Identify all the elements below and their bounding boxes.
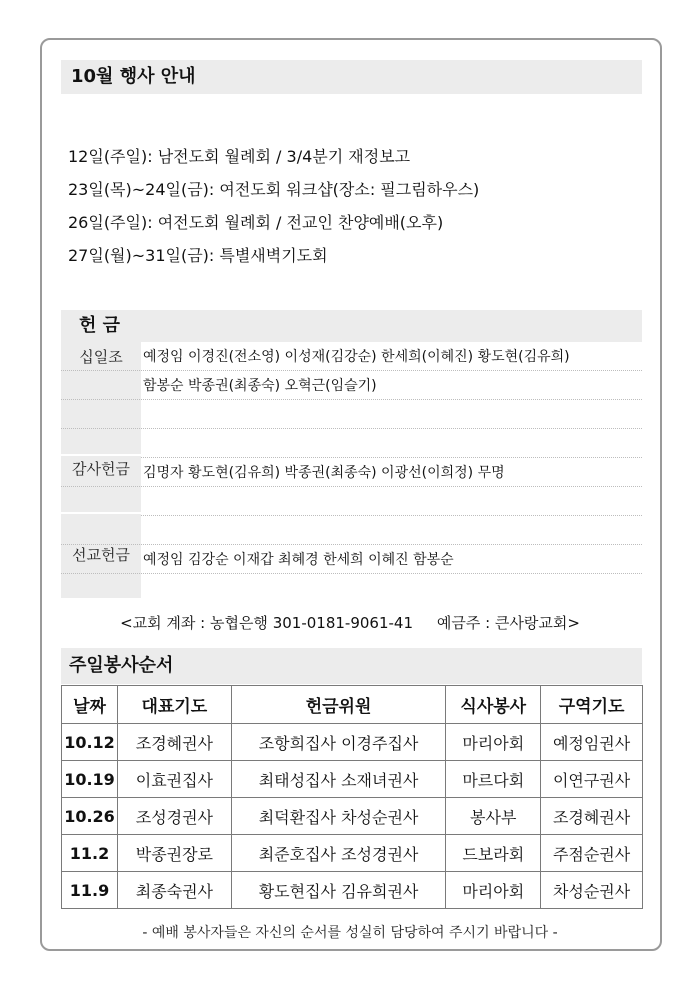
column-header: 대표기도 [117, 686, 231, 724]
offering-names: 김명자 황도현(김유희) 박종권(최종숙) 이광선(이희정) 무명 [143, 465, 505, 481]
offering-names: 예정임 이경진(전소영) 이성재(김강순) 한세희(이혜진) 황도현(김유희) [143, 349, 570, 365]
table-cell: 봉사부 [446, 798, 541, 835]
column-header: 식사봉사 [446, 686, 541, 724]
offering-row [61, 429, 642, 458]
event-item: 12일(주일): 남전도회 월례회 / 3/4분기 재정보고 [68, 147, 411, 166]
event-item: 27일(월)~31일(금): 특별새벽기도회 [68, 246, 328, 265]
column-header: 헌금위원 [231, 686, 446, 724]
table-cell: 최준호집사 조성경권사 [231, 835, 446, 872]
offering-row [61, 487, 642, 516]
offering-row [61, 516, 642, 545]
bank-account-info: <교회 계좌 : 농협은행 301-0181-9061-41 예금주 : 큰사랑교회> [120, 614, 580, 632]
offering-row [61, 371, 642, 400]
table-cell: 조항희집사 이경주집사 [231, 724, 446, 761]
date-cell: 11.9 [62, 872, 118, 909]
table-cell: 조경혜권사 [541, 798, 643, 835]
date-cell: 10.26 [62, 798, 118, 835]
table-cell: 마리아회 [446, 872, 541, 909]
events-section-title: 10월 행사 안내 [61, 60, 642, 94]
event-item: 26일(주일): 여전도회 월례회 / 전교인 찬양예배(오후) [68, 213, 444, 232]
offering-names: 예정임 김강순 이재갑 최혜경 한세희 이혜진 함봉순 [143, 552, 454, 568]
table-cell: 최덕환집사 차성순권사 [231, 798, 446, 835]
table-cell: 이연구권사 [541, 761, 643, 798]
table-cell: 황도현집사 김유희권사 [231, 872, 446, 909]
table-cell: 주점순권사 [541, 835, 643, 872]
offering-category-label: 십일조 [79, 348, 123, 366]
table-cell: 최태성집사 소재녀권사 [231, 761, 446, 798]
date-cell: 10.19 [62, 761, 118, 798]
table-row [62, 872, 643, 909]
table-row [62, 835, 643, 872]
schedule-section-title: 주일봉사순서 [61, 648, 642, 684]
offering-row [61, 400, 642, 429]
event-item: 23일(목)~24일(금): 여전도회 워크샵(장소: 필그림하우스) [68, 180, 480, 199]
offering-category-label: 선교헌금 [72, 546, 130, 564]
table-cell: 마르다회 [446, 761, 541, 798]
offering-names: 함봉순 박종권(최종숙) 오혁근(임슬기) [143, 378, 377, 394]
events-list [68, 140, 479, 272]
footer-note: - 예배 봉사자들은 자신의 순서를 성실히 담당하여 주시기 바랍니다 - [142, 925, 558, 941]
offering-section-title: 헌 금 [61, 310, 642, 342]
column-header: 구역기도 [541, 686, 643, 724]
table-cell: 차성순권사 [541, 872, 643, 909]
table-cell: 조성경권사 [117, 798, 231, 835]
table-cell: 최종숙권사 [117, 872, 231, 909]
table-header-row [62, 686, 643, 724]
table-row [62, 798, 643, 835]
offering-row [61, 545, 642, 574]
table-cell: 드보라회 [446, 835, 541, 872]
offering-row [61, 574, 642, 602]
table-cell: 박종권장로 [117, 835, 231, 872]
service-schedule-table [61, 685, 643, 909]
offering-row [61, 342, 642, 371]
table-row [62, 724, 643, 761]
date-cell: 10.12 [62, 724, 118, 761]
table-cell: 마리아회 [446, 724, 541, 761]
table-cell: 이효권집사 [117, 761, 231, 798]
offering-row [61, 458, 642, 487]
table-row [62, 761, 643, 798]
table-cell: 조경혜권사 [117, 724, 231, 761]
offering-list [61, 342, 642, 602]
offering-category-label: 감사헌금 [72, 460, 130, 478]
date-cell: 11.2 [62, 835, 118, 872]
table-cell: 예정임권사 [541, 724, 643, 761]
column-header: 날짜 [62, 686, 118, 724]
